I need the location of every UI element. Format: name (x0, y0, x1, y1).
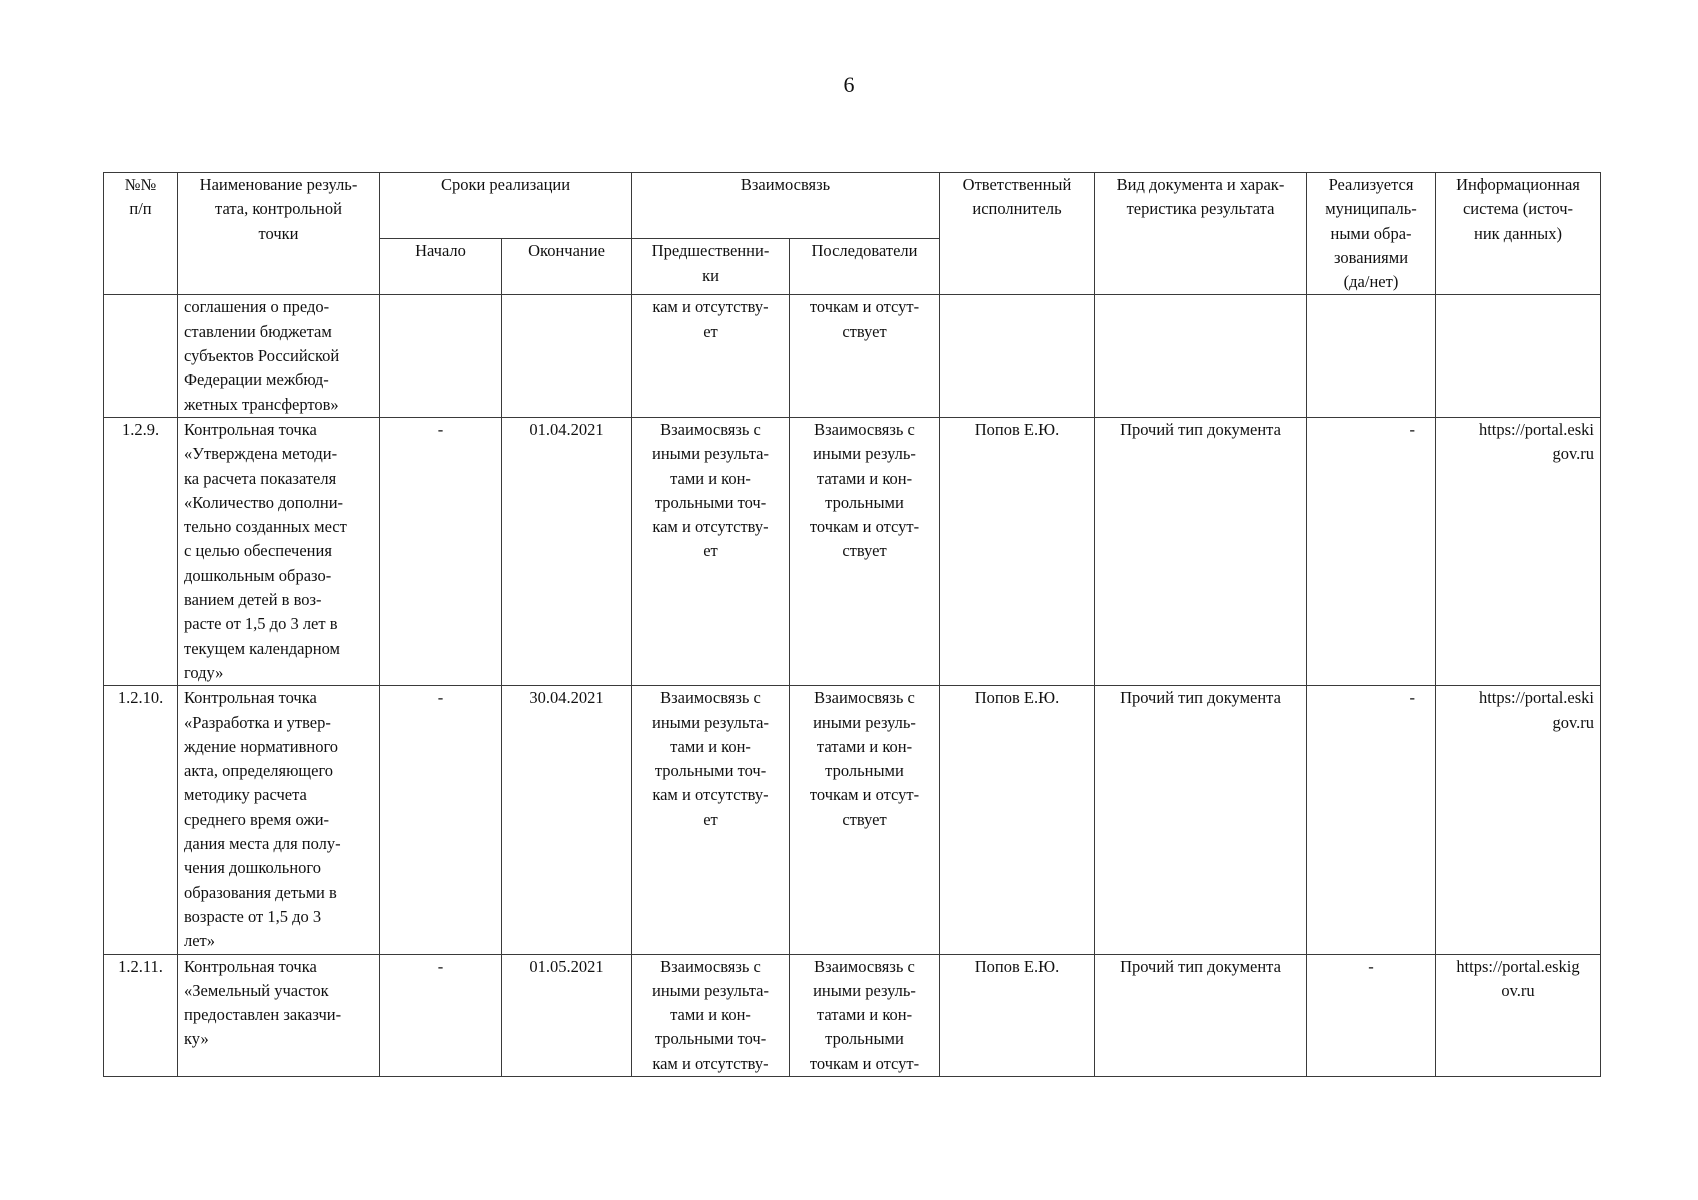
cell-successors: Взаимосвязь с иными резуль- татами и кон- трольными точкам и отсут- (790, 954, 940, 1076)
table-row (104, 295, 1601, 417)
header-predecessors: Предшественни- ки (632, 239, 790, 295)
header-municipal: Реализуется муниципаль- ными обра- зованиями (да/нет) (1307, 173, 1436, 295)
cell-municipal: - (1307, 686, 1436, 954)
cell-start (380, 295, 502, 417)
cell-start: - (380, 686, 502, 954)
cell-info-system: https://portal.eski gov.ru (1436, 686, 1601, 954)
table-row (104, 417, 1601, 685)
cell-predecessors: кам и отсутству- ет (632, 295, 790, 417)
header-name: Наименование резуль- тата, контрольной точки (178, 173, 380, 295)
cell-num (104, 295, 178, 417)
cell-info-system: https://portal.eskig ov.ru (1436, 954, 1601, 1076)
cell-doc-type: Прочий тип документа (1095, 686, 1307, 954)
header-responsible: Ответственный исполнитель (940, 173, 1095, 295)
cell-doc-type: Прочий тип документа (1095, 417, 1307, 685)
cell-municipal (1307, 295, 1436, 417)
cell-municipal: - (1307, 954, 1436, 1076)
cell-responsible: Попов Е.Ю. (940, 686, 1095, 954)
cell-name: Контрольная точка «Земельный участок предоставлен заказчи- ку» (178, 954, 380, 1076)
cell-start: - (380, 417, 502, 685)
cell-doc-type (1095, 295, 1307, 417)
header-successors: Последователи (790, 239, 940, 295)
cell-end: 30.04.2021 (502, 686, 632, 954)
cell-successors: Взаимосвязь с иными резуль- татами и кон- трольными точкам и отсут- ствует (790, 686, 940, 954)
header-end: Окончание (502, 239, 632, 295)
cell-predecessors: Взаимосвязь с иными результа- тами и кон- трольными точ- кам и отсутству- ет (632, 686, 790, 954)
cell-doc-type: Прочий тип документа (1095, 954, 1307, 1076)
cell-end: 01.05.2021 (502, 954, 632, 1076)
cell-predecessors: Взаимосвязь с иными результа- тами и кон- трольными точ- кам и отсутству- ет (632, 417, 790, 685)
cell-successors: точкам и отсут- ствует (790, 295, 940, 417)
cell-num: 1.2.11. (104, 954, 178, 1076)
cell-predecessors: Взаимосвязь с иными результа- тами и кон- трольными точ- кам и отсутству- (632, 954, 790, 1076)
cell-municipal: - (1307, 417, 1436, 685)
cell-responsible (940, 295, 1095, 417)
header-doc-type: Вид документа и харак- теристика результата (1095, 173, 1307, 295)
cell-num: 1.2.9. (104, 417, 178, 685)
cell-num: 1.2.10. (104, 686, 178, 954)
cell-info-system: https://portal.eski gov.ru (1436, 417, 1601, 685)
cell-name: Контрольная точка «Разработка и утвер- ждение нормативного акта, определяющего методику расчета среднего время ожи- дания места для полу- чения дошкольного образования детьми в возрасте от 1,5 до 3 лет» (178, 686, 380, 954)
cell-name: Контрольная точка «Утверждена методи- ка расчета показателя «Количество дополни- тельно созданных мест с целью обеспечения дошкольным образо- ванием детей в воз- расте от 1,5 до 3 лет в текущем календарном году» (178, 417, 380, 685)
cell-end (502, 295, 632, 417)
table-row (104, 954, 1601, 1076)
header-num: №№ п/п (104, 173, 178, 295)
table-row (104, 686, 1601, 954)
cell-successors: Взаимосвязь с иными резуль- татами и кон- трольными точкам и отсут- ствует (790, 417, 940, 685)
header-info-system: Информационная система (источ- ник данных) (1436, 173, 1601, 295)
page-number: 6 (843, 72, 855, 97)
cell-end: 01.04.2021 (502, 417, 632, 685)
cell-responsible: Попов Е.Ю. (940, 417, 1095, 685)
cell-name: соглашения о предо- ставлении бюджетам субъектов Российской Федерации межбюд- жетных трансфертов» (178, 295, 380, 417)
header-relation: Взаимосвязь (632, 173, 940, 239)
cell-start: - (380, 954, 502, 1076)
header-start: Начало (380, 239, 502, 295)
cell-responsible: Попов Е.Ю. (940, 954, 1095, 1076)
results-table (103, 172, 1601, 1077)
header-terms: Сроки реализации (380, 173, 632, 239)
cell-info-system (1436, 295, 1601, 417)
